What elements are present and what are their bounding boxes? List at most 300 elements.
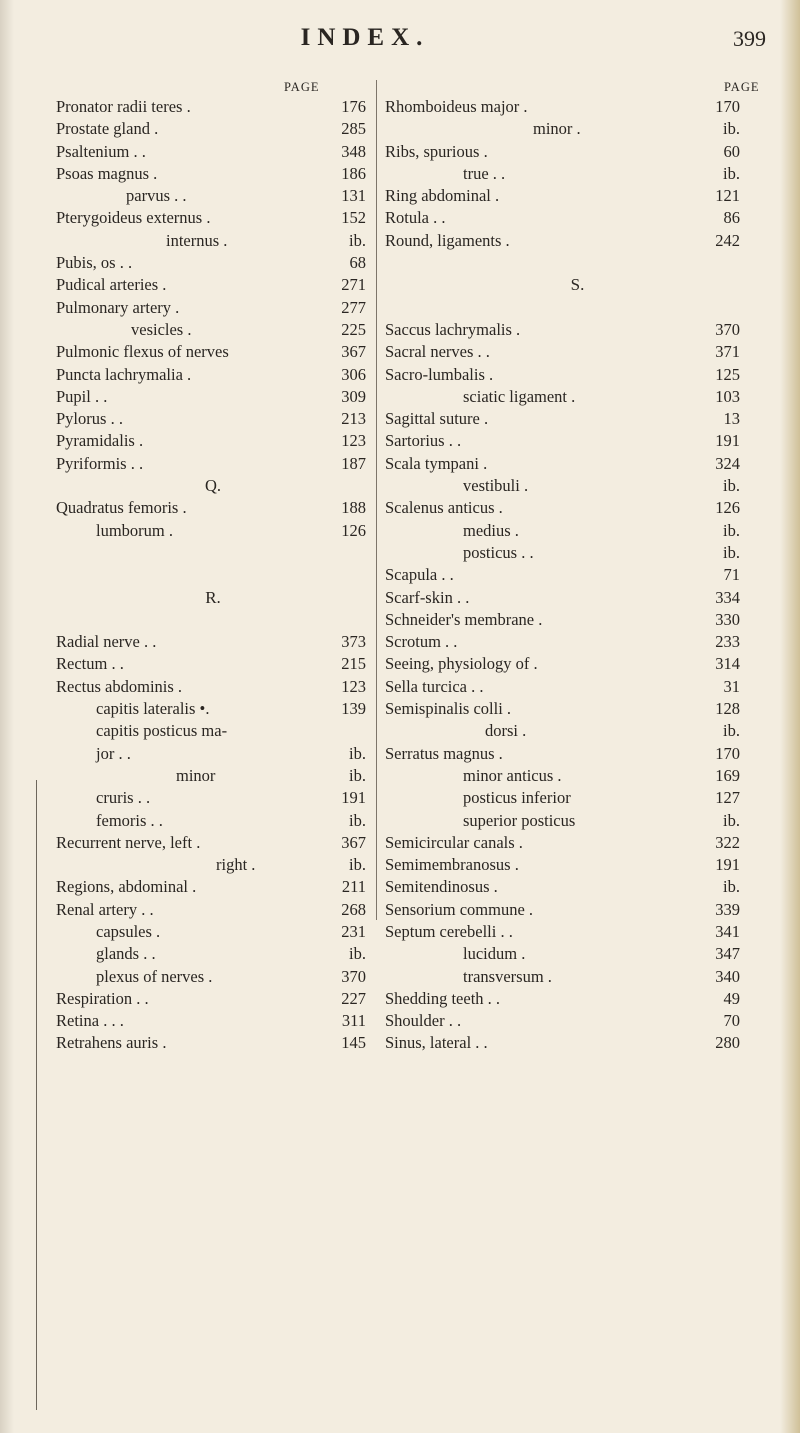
index-entry — [385, 520, 770, 542]
entry-term — [56, 653, 124, 675]
entry-term-text: vestibuli — [463, 476, 520, 496]
entry-page: ib. — [723, 520, 740, 540]
entry-page: 225 — [341, 319, 366, 339]
entry-page: ib. — [723, 542, 740, 562]
entry-term-text: Puncta lachrymalia — [56, 364, 183, 384]
index-entry — [56, 341, 370, 363]
index-entry — [56, 832, 370, 854]
entry-leader-dots: . — [202, 208, 211, 228]
entry-leader-dots: . . — [107, 654, 124, 674]
index-entry — [385, 542, 770, 564]
entry-term — [463, 520, 519, 542]
entry-term — [385, 319, 520, 341]
entry-term — [385, 653, 538, 675]
index-entry — [385, 453, 770, 475]
index-entry — [56, 96, 370, 118]
entry-term — [56, 341, 229, 363]
entry-page: 334 — [715, 587, 740, 607]
entry-term — [56, 96, 191, 118]
entry-page: 123 — [341, 676, 366, 696]
entry-page: 60 — [723, 141, 740, 161]
entry-page: 311 — [341, 1011, 366, 1031]
entry-term — [385, 1010, 461, 1032]
entry-term-text: minor anticus — [463, 765, 554, 785]
entry-term — [385, 430, 461, 452]
entry-page: 145 — [341, 1033, 366, 1053]
entry-term-text: Pulmonic flexus of nerves — [56, 342, 229, 362]
index-entry — [56, 810, 370, 832]
entry-term-text: Pylorus — [56, 409, 107, 429]
entry-term — [56, 207, 210, 229]
entry-term — [56, 1032, 166, 1054]
index-entry — [385, 341, 770, 363]
index-entry — [56, 943, 370, 965]
index-entry — [56, 475, 370, 497]
entry-term — [385, 832, 523, 854]
entry-page: 373 — [341, 632, 366, 652]
entry-term — [463, 943, 525, 965]
entry-page: 13 — [723, 409, 740, 429]
entry-term-text: minor — [533, 119, 573, 139]
index-entry — [56, 274, 370, 296]
entry-term-text: Regions, abdominal — [56, 877, 188, 897]
entry-leader-dots: . — [178, 498, 187, 518]
entry-page: 128 — [715, 699, 740, 719]
entry-term — [56, 118, 158, 140]
entry-leader-dots: . . — [429, 208, 446, 228]
index-entry — [56, 609, 370, 631]
entry-term — [533, 118, 581, 140]
index-entry — [56, 698, 370, 720]
page-title: INDEX. — [300, 24, 430, 51]
entry-term-text: Scapula — [385, 565, 438, 585]
entry-term-text: Sinus, lateral — [385, 1033, 472, 1053]
entry-term — [56, 1010, 124, 1032]
index-entry — [56, 319, 370, 341]
entry-page: 314 — [715, 654, 740, 674]
entry-term — [385, 230, 510, 252]
entry-term-text: Rotula — [385, 208, 429, 228]
entry-term-text: capitis lateralis — [96, 699, 196, 719]
entry-term-text: S. — [570, 275, 585, 295]
section-letter — [205, 475, 221, 497]
entry-term — [56, 876, 196, 898]
entry-term — [385, 141, 488, 163]
entry-page: 339 — [715, 899, 740, 919]
entry-leader-dots: . — [158, 1033, 167, 1053]
index-entry — [385, 765, 770, 787]
entry-page: 306 — [341, 364, 366, 384]
entry-page: 280 — [715, 1033, 740, 1053]
entry-term-text: jor — [96, 743, 115, 763]
entry-page: 191 — [715, 855, 740, 875]
entry-page: 31 — [723, 676, 740, 696]
entry-leader-dots: . — [183, 319, 192, 339]
entry-term — [385, 185, 499, 207]
entry-leader-dots: . — [149, 163, 158, 183]
index-entry — [385, 497, 770, 519]
entry-term — [385, 96, 528, 118]
entry-term-text: Pyramidalis — [56, 431, 135, 451]
entry-term-text: Sella turcica — [385, 676, 468, 696]
entry-term-text: Pyriformis — [56, 453, 127, 473]
entry-term — [385, 453, 487, 475]
entry-term-text: internus — [166, 230, 220, 250]
entry-leader-dots: . — [519, 97, 528, 116]
entry-term-text: Sensorium commune — [385, 899, 525, 919]
index-entry — [56, 653, 370, 675]
entry-leader-dots: . — [529, 654, 538, 674]
index-entry — [56, 966, 370, 988]
entry-page: ib. — [349, 743, 366, 763]
entry-page: 231 — [341, 921, 366, 941]
index-entry — [385, 386, 770, 408]
binding-rule — [36, 780, 37, 1410]
entry-leader-dots: . — [517, 944, 526, 964]
page-header — [0, 24, 800, 64]
entry-leader-dots: . — [494, 498, 503, 518]
entry-term-text: Psaltenium — [56, 141, 130, 161]
entry-leader-dots: . — [219, 230, 228, 250]
entry-leader-dots: . . — [444, 1011, 462, 1031]
index-entry — [385, 1032, 770, 1054]
entry-term-text: Rectus abdominis — [56, 676, 174, 696]
index-entry — [56, 564, 370, 586]
entry-leader-dots: . . — [114, 743, 131, 763]
entry-term-text: glands — [96, 944, 140, 964]
entry-term-text: Respiration — [56, 988, 133, 1008]
entry-term-text: capsules — [96, 921, 152, 941]
entry-term-text: Semicircular canals — [385, 832, 515, 852]
entry-term-text: Retrahens auris — [56, 1033, 159, 1053]
entry-term-text: superior posticus — [463, 810, 576, 830]
index-entry — [56, 453, 370, 475]
entry-page: 227 — [341, 988, 366, 1008]
index-entry — [56, 252, 370, 274]
entry-term-text: Sacro-lumbalis — [385, 364, 485, 384]
entry-term-text: transversum — [463, 966, 544, 986]
index-entry — [56, 297, 370, 319]
entry-leader-dots: . — [514, 832, 523, 852]
entry-leader-dots: . . — [452, 587, 470, 607]
entry-term-text: Pubis, os — [56, 253, 116, 273]
index-entry — [56, 787, 370, 809]
entry-term-text: Pulmonary artery — [56, 297, 172, 317]
entry-term-text: vesicles — [131, 319, 184, 339]
index-entry — [385, 832, 770, 854]
entry-term — [56, 676, 182, 698]
index-entry — [385, 899, 770, 921]
entry-page: 123 — [341, 431, 366, 451]
entry-leader-dots: . — [494, 743, 503, 763]
entry-term-text: Ring abdominal — [385, 186, 491, 206]
entry-leader-dots: . . — [496, 921, 513, 941]
index-entry — [56, 230, 370, 252]
entry-leader-dots: . — [173, 676, 183, 696]
entry-leader-dots: . — [518, 721, 527, 741]
entry-term — [126, 185, 187, 207]
entry-term-text: Pudical arteries — [56, 275, 159, 295]
index-entry — [385, 163, 770, 185]
index-entry — [385, 408, 770, 430]
entry-page: 131 — [341, 186, 366, 206]
entry-leader-dots: . . — [471, 1033, 488, 1053]
index-entry — [385, 609, 770, 631]
entry-term — [56, 430, 143, 452]
index-entry — [385, 274, 770, 296]
page-column-header: PAGE — [284, 80, 320, 94]
entry-page: 370 — [341, 966, 366, 986]
entry-term-text: Shoulder — [385, 1011, 445, 1031]
entry-term — [385, 587, 469, 609]
index-entry — [385, 876, 770, 898]
entry-page: 340 — [715, 966, 740, 986]
entry-term-text: Scalenus anticus — [385, 498, 495, 518]
section-letter — [571, 274, 585, 296]
index-entry — [385, 810, 770, 832]
index-entry — [385, 587, 770, 609]
entry-term-text: Semispinalis colli — [385, 699, 503, 719]
entry-leader-dots: . . — [146, 810, 163, 830]
entry-term — [56, 899, 154, 921]
entry-term — [385, 698, 511, 720]
entry-page: 211 — [341, 877, 366, 897]
index-entry — [56, 118, 370, 140]
entry-leader-dots: . — [510, 855, 519, 875]
entry-leader-dots: . . — [440, 632, 458, 652]
entry-leader-dots: . . — [483, 988, 501, 1008]
entry-term-text: femoris — [96, 810, 147, 830]
entry-term-text: plexus of nerves — [96, 966, 205, 986]
entry-page: 121 — [715, 186, 740, 206]
index-entry — [385, 966, 770, 988]
entry-term — [463, 787, 571, 809]
entry-page: 139 — [341, 699, 366, 719]
index-entry — [56, 988, 370, 1010]
entry-leader-dots: . — [204, 966, 213, 986]
entry-leader-dots: . — [519, 476, 529, 496]
entry-term — [385, 364, 493, 386]
entry-page: 367 — [341, 342, 366, 362]
entry-page: 330 — [715, 609, 740, 629]
entry-term — [96, 943, 156, 965]
entry-page: ib. — [349, 765, 366, 785]
entry-page: 370 — [715, 319, 740, 339]
index-entry — [56, 876, 370, 898]
entry-term-text: minor — [176, 765, 216, 785]
entry-term — [216, 854, 255, 876]
index-entry — [56, 141, 370, 163]
index-entry — [385, 1010, 770, 1032]
entry-term — [385, 743, 503, 765]
entry-term-text: Scarf-skin — [385, 587, 453, 607]
entry-leader-dots: . . — [137, 899, 154, 919]
entry-term-text: Seeing, physiology of — [385, 654, 530, 674]
entry-leader-dots: . . — [467, 676, 484, 696]
entry-leader-dots: . — [479, 409, 489, 429]
index-entry — [56, 676, 370, 698]
entry-leader-dots: . . — [517, 542, 534, 562]
entry-term — [56, 163, 157, 185]
index-entry — [385, 698, 770, 720]
entry-term — [385, 207, 446, 229]
entry-page: 213 — [341, 409, 366, 429]
entry-term — [56, 453, 143, 475]
index-entry — [56, 207, 370, 229]
entry-page: ib. — [723, 119, 740, 139]
entry-page: 170 — [715, 743, 740, 763]
index-entry — [56, 542, 370, 564]
entry-page: 348 — [341, 141, 366, 161]
entry-term — [96, 787, 150, 809]
index-entry — [56, 765, 370, 787]
entry-page: 268 — [341, 899, 366, 919]
entry-term-text: Sacral nerves — [385, 342, 474, 362]
entry-leader-dots: . — [158, 275, 167, 295]
entry-leader-dots: . — [479, 141, 488, 161]
entry-term — [385, 497, 503, 519]
entry-page: 126 — [341, 520, 366, 540]
page-column-header: PAGE — [724, 80, 760, 94]
entry-page: 285 — [341, 119, 366, 139]
index-entry — [385, 475, 770, 497]
index-entry — [56, 364, 370, 386]
entry-term-text: Semitendinosus — [385, 877, 490, 897]
entry-term — [463, 765, 562, 787]
entry-leader-dots: . — [192, 832, 201, 852]
index-entry — [56, 430, 370, 452]
entry-leader-dots: . . — [170, 186, 187, 206]
entry-term — [385, 609, 542, 631]
entry-leader-dots: . — [543, 966, 552, 986]
entry-page: 187 — [341, 453, 366, 473]
index-entry — [56, 1032, 370, 1054]
entry-leader-dots: . . — [437, 565, 454, 585]
entry-page: ib. — [349, 944, 366, 964]
entry-term-text: true — [463, 163, 489, 183]
entry-page: 324 — [715, 453, 740, 473]
entry-page: 191 — [341, 788, 366, 808]
entry-page: ib. — [723, 721, 740, 741]
entry-page: 191 — [715, 431, 740, 451]
entry-page: 371 — [715, 342, 740, 362]
entry-term-text: Round, ligaments — [385, 230, 502, 250]
entry-term-text: Pterygoideus externus — [56, 208, 203, 228]
entry-leader-dots: . — [490, 186, 500, 206]
index-entry — [385, 252, 770, 274]
entry-leader-dots: . — [534, 609, 543, 629]
column-divider — [376, 80, 377, 920]
entry-term-text: Scrotum — [385, 632, 441, 652]
index-entry — [385, 631, 770, 653]
entry-term — [463, 542, 534, 564]
entry-leader-dots: •. — [195, 699, 210, 719]
entry-term — [96, 810, 163, 832]
index-entry — [56, 720, 370, 742]
entry-leader-dots: . . — [488, 163, 506, 183]
index-entry — [56, 520, 370, 542]
index-entry — [385, 207, 770, 229]
entry-term-text: Recurrent nerve, left — [56, 832, 193, 852]
index-entry — [56, 743, 370, 765]
index-entry — [385, 743, 770, 765]
entry-page: 277 — [341, 297, 366, 317]
entry-page: 309 — [341, 386, 366, 406]
entry-term-text: Saccus lachrymalis — [385, 319, 512, 339]
index-entry — [385, 653, 770, 675]
index-entry — [385, 230, 770, 252]
index-entry — [385, 364, 770, 386]
entry-leader-dots: . . — [139, 632, 157, 652]
entry-term-text: Pupil — [56, 386, 91, 406]
entry-page: ib. — [723, 476, 740, 496]
entry-term-text: medius — [463, 520, 511, 540]
entry-term — [56, 988, 149, 1010]
entry-page: 126 — [715, 498, 740, 518]
index-entry — [56, 163, 370, 185]
entry-leader-dots: . — [524, 899, 534, 919]
entry-page: ib. — [723, 163, 740, 183]
entry-leader-dots: . . . — [99, 1011, 124, 1031]
entry-page: ib. — [349, 810, 366, 830]
section-letter — [205, 587, 221, 609]
entry-page: 49 — [723, 988, 740, 1008]
entry-term-text: Psoas magnus — [56, 163, 150, 183]
entry-page: 188 — [341, 498, 366, 518]
entry-term — [463, 810, 575, 832]
entry-term — [56, 497, 187, 519]
entry-term — [56, 252, 132, 274]
entry-term — [56, 364, 191, 386]
entry-term-text: Shedding teeth — [385, 988, 484, 1008]
index-entry — [385, 720, 770, 742]
index-entry — [385, 297, 770, 319]
entry-leader-dots: . — [478, 453, 488, 473]
index-entry — [56, 185, 370, 207]
entry-term — [385, 899, 533, 921]
index-entry — [56, 1010, 370, 1032]
entry-leader-dots: . . — [444, 431, 462, 451]
entry-leader-dots: . . — [129, 141, 146, 161]
index-entry — [385, 988, 770, 1010]
index-entry — [56, 631, 370, 653]
entry-page: ib. — [349, 855, 366, 875]
entry-term-text: R. — [205, 587, 221, 607]
entry-page: 127 — [715, 788, 740, 808]
entry-term-text: parvus — [126, 186, 170, 206]
index-entry — [56, 854, 370, 876]
entry-term-text: Prostate gland — [56, 119, 150, 139]
entry-page: 169 — [715, 765, 740, 785]
entry-term — [96, 698, 209, 720]
entry-term — [385, 408, 488, 430]
entry-term-text: Scala tympani — [385, 453, 479, 473]
index-entry — [385, 319, 770, 341]
entry-term-text: Retina — [56, 1011, 100, 1031]
index-entry — [56, 587, 370, 609]
entry-term — [385, 676, 484, 698]
entry-term — [131, 319, 191, 341]
entry-leader-dots: . — [501, 230, 510, 250]
entry-term-text: Schneider's membrane — [385, 609, 535, 629]
entry-leader-dots: . — [502, 699, 512, 719]
index-entry — [56, 408, 370, 430]
entry-page: 152 — [341, 208, 366, 228]
entry-leader-dots: . . — [139, 944, 156, 964]
entry-term-text: right — [216, 855, 248, 875]
entry-term-text: lucidum — [463, 944, 518, 964]
entry-term-text: Sagittal suture — [385, 409, 480, 429]
